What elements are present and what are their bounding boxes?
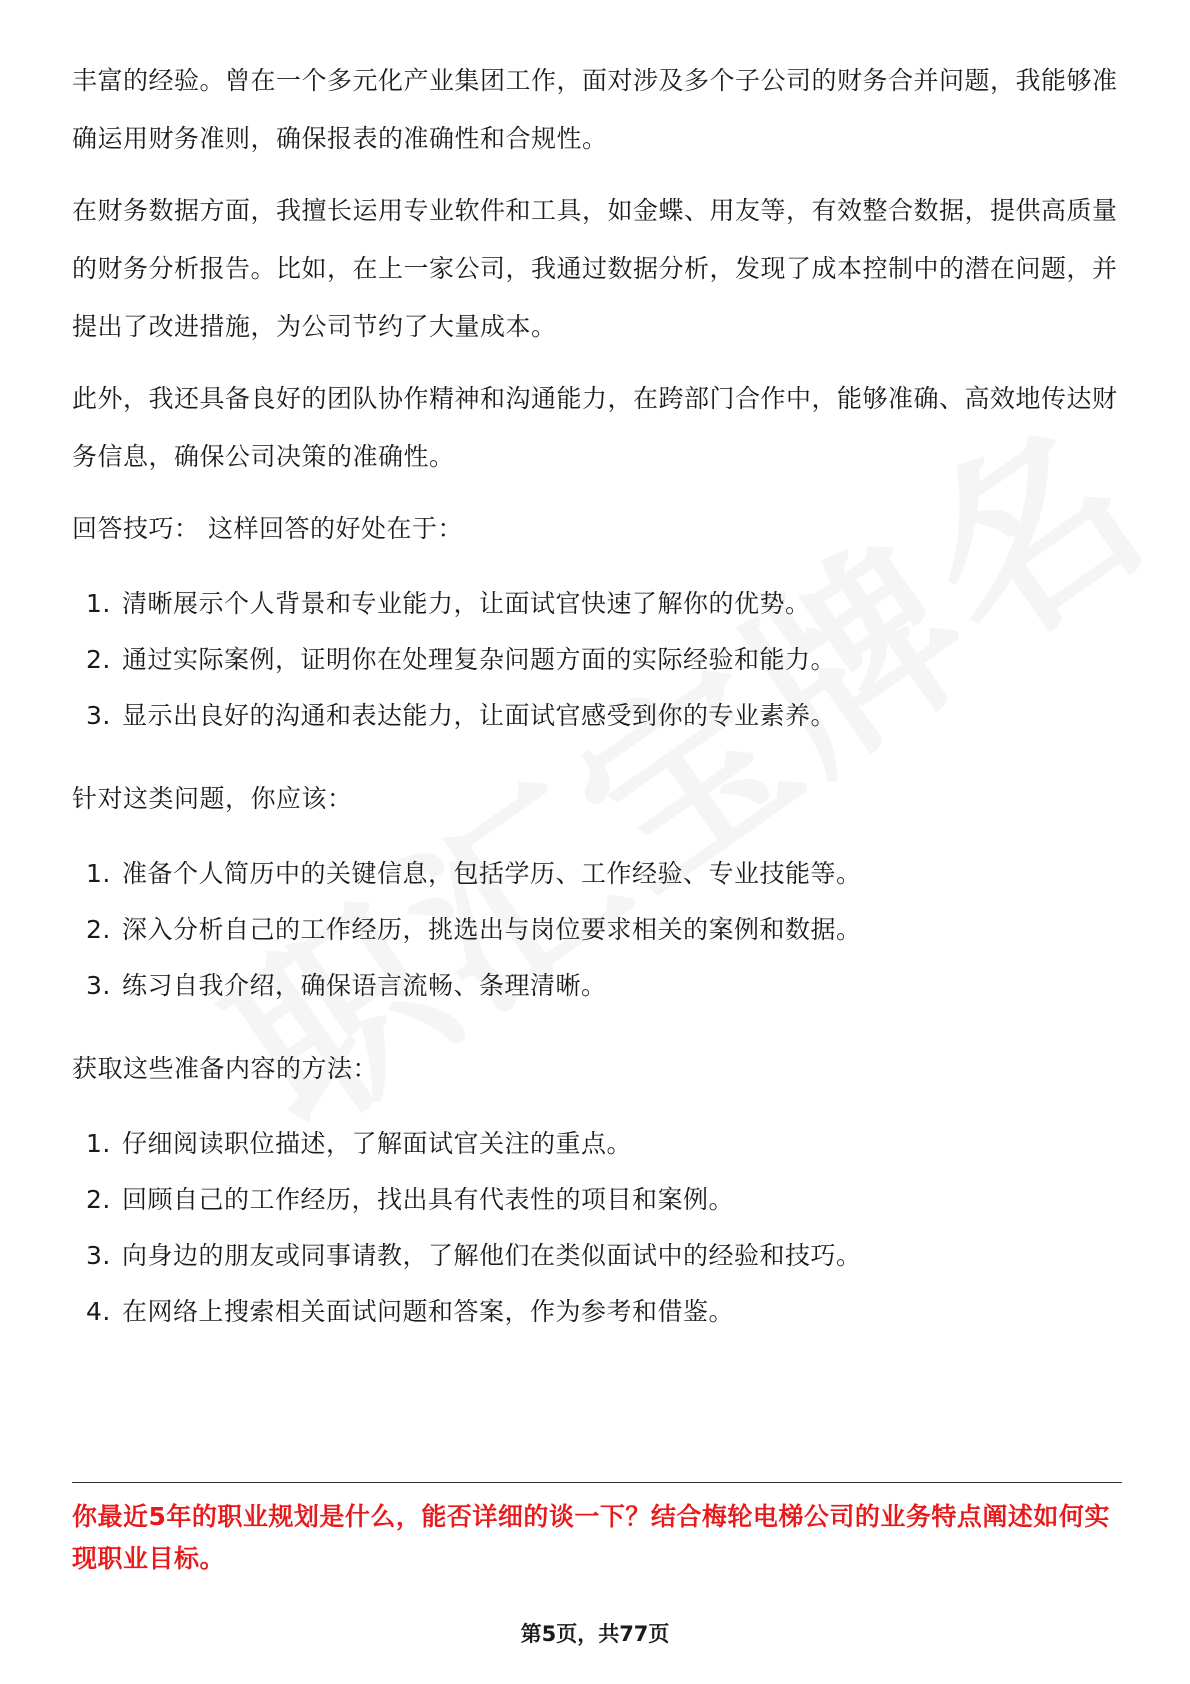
list-number: 1. [86, 589, 111, 618]
list-item [72, 958, 1122, 1014]
section-heading-what-to-do: 针对这类问题，你应该： [72, 784, 353, 813]
list-item-text: 向身边的朋友或同事请教，了解他们在类似面试中的经验和技巧。 [122, 1241, 862, 1270]
interview-question: 你最近5年的职业规划是什么，能否详细的谈一下？结合梅轮电梯公司的业务特点阐述如何实现职业目标。 [72, 1502, 1110, 1573]
list-item-text: 清晰展示个人背景和专业能力，让面试官快速了解你的优势。 [122, 589, 811, 618]
list-number: 2. [86, 645, 111, 674]
list-item-text: 深入分析自己的工作经历，挑选出与岗位要求相关的案例和数据。 [122, 915, 862, 944]
list-item [72, 576, 1122, 632]
list-item [72, 1172, 1122, 1228]
page-content [72, 52, 1122, 1366]
section-divider [72, 1482, 1122, 1483]
list-item-text: 通过实际案例，证明你在处理复杂问题方面的实际经验和能力。 [122, 645, 837, 674]
list-item-text: 在网络上搜索相关面试问题和答案，作为参考和借鉴。 [122, 1297, 735, 1326]
paragraph-teamwork: 此外，我还具备良好的团队协作精神和沟通能力，在跨部门合作中，能够准确、高效地传达财务信息，确保公司决策的准确性。 [72, 384, 1118, 471]
list-number: 3. [86, 701, 111, 730]
list-item-text: 练习自我介绍，确保语言流畅、条理清晰。 [122, 971, 607, 1000]
list-item-text: 回顾自己的工作经历，找出具有代表性的项目和案例。 [122, 1185, 735, 1214]
list-item [72, 1228, 1122, 1284]
list-item [72, 632, 1122, 688]
paragraph-experience: 丰富的经验。曾在一个多元化产业集团工作，面对涉及多个子公司的财务合并问题，我能够准确运用财务准则，确保报表的准确性和合规性。 [72, 66, 1118, 153]
list-item-text: 准备个人简历中的关键信息，包括学历、工作经验、专业技能等。 [122, 859, 862, 888]
list-number: 3. [86, 1241, 111, 1270]
list-number: 1. [86, 859, 111, 888]
section-heading-methods: 获取这些准备内容的方法： [72, 1054, 379, 1083]
list-number: 2. [86, 915, 111, 944]
list-item [72, 688, 1122, 744]
paragraph-financial-data: 在财务数据方面，我擅长运用专业软件和工具，如金蝶、用友等，有效整合数据，提供高质量的财务分析报告。比如，在上一家公司，我通过数据分析，发现了成本控制中的潜在问题，并提出了改进措施，为公司节约了大量成本。 [72, 196, 1118, 341]
list-number: 1. [86, 1129, 111, 1158]
list-item [72, 1116, 1122, 1172]
list-item-text: 仔细阅读职位描述，了解面试官关注的重点。 [122, 1129, 633, 1158]
section-heading-answer-tips: 回答技巧： 这样回答的好处在于： [72, 514, 463, 543]
methods-list [72, 1116, 1122, 1340]
list-item [72, 846, 1122, 902]
list-item [72, 902, 1122, 958]
list-number: 3. [86, 971, 111, 1000]
what-to-do-list [72, 846, 1122, 1014]
list-item [72, 1284, 1122, 1340]
answer-tips-list [72, 576, 1122, 744]
list-number: 2. [86, 1185, 111, 1214]
list-item-text: 显示出良好的沟通和表达能力，让面试官感受到你的专业素养。 [122, 701, 837, 730]
list-number: 4. [86, 1297, 111, 1326]
page-number: 第5页，共77页 [520, 1622, 670, 1646]
